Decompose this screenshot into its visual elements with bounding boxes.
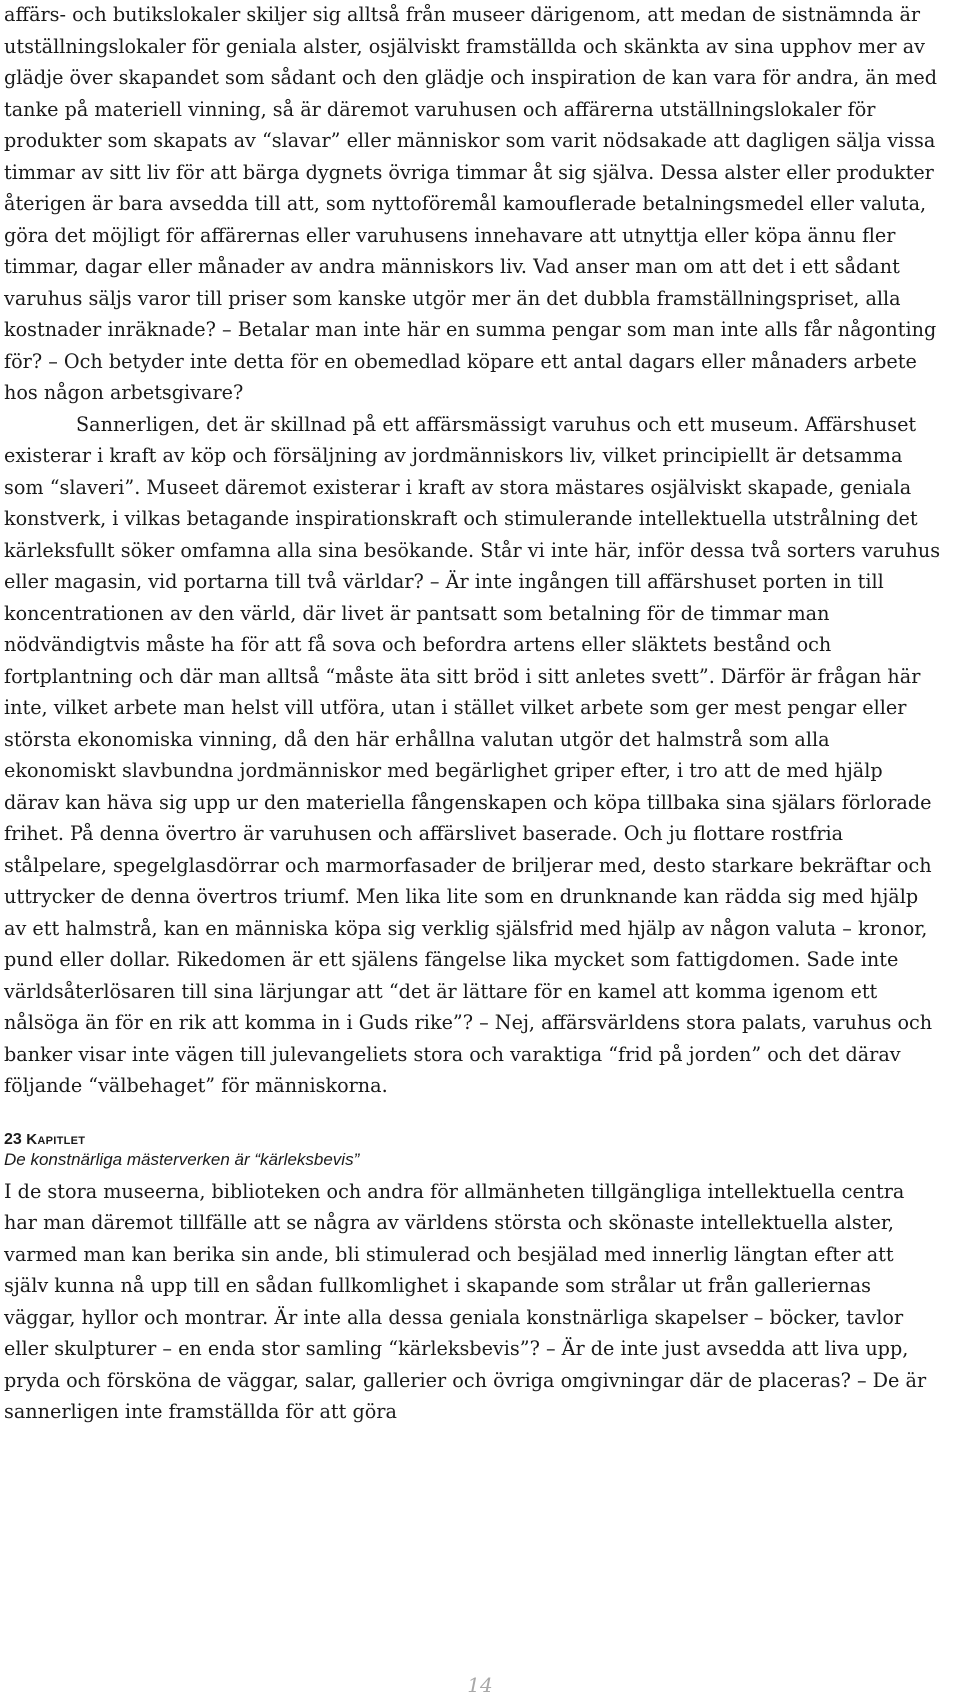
document-page [4,0,942,1428]
chapter-label: Kapitlet [26,1130,86,1148]
chapter-heading [4,1130,942,1149]
page-number: 14 [467,1673,493,1697]
body-paragraph: Sannerligen, det är skillnad på ett affärsmässigt varuhus och ett museum. Affärshuset existerar i kraft av köp och försäljning av jordmänniskors liv, vilket principiellt är detsamma som “slaveri”. Museet däremot existerar i kraft av stora mästares osjälviskt skapade, geniala konstverk, i vilkas betagande inspirationskraft och stimulerande intellektuella utstrålning det kärleksfullt söker omfamna alla sina besökande. Står vi inte här, inför dessa två sorters varuhus eller magasin, vid portarna till två världar? – Är inte ingången till affärshuset porten in till koncentrationen av den värld, där livet är pantsatt som betalning för de timmar man nödvändigtvis måste ha för att få sova och befordra artens eller släktets bestånd och fortplantning och där man alltså “måste äta sitt bröd i sitt anletes svett”. Därför är frågan här inte, vilket arbete man helst vill utföra, utan i stället vilket arbete som ger mest pengar eller största ekonomiska vinning, då den här erhållna valutan utgör det halmstrå som alla ekonomiskt slavbundna jordmänniskor med begärlighet griper efter, i tro att de med hjälp därav kan häva sig upp ur den materiella fångenskapen och köpa tillbaka sina själars förlorade frihet. På denna övertro är varuhusen och affärslivet baserade. Och ju flottare rostfria stålpelare, spegelglasdörrar och marmorfasader de briljerar med, desto starkare bekräftar och uttrycker de denna övertros triumf. Men lika lite som en drunknande kan rädda sig med hjälp av ett halmstrå, kan en människa köpa sig verklig själsfrid med hjälp av någon valuta – kronor, pund eller dollar. Rikedomen är ett själens fängelse lika mycket som fattigdomen. Sade inte världsåterlösaren till sina lärjungar att “det är lättare för en kamel att komma igenom ett nålsöga än för en rik att komma in i Guds rike”? – Nej, affärsvärldens stora palats, varuhus och banker visar inte vägen till julevangeliets stora och varaktiga “frid på jorden” och det därav följande “välbehaget” för människorna. [4,412,941,1097]
body-paragraph: I de stora museerna, biblioteken och andra för allmänheten tillgängliga intellektuella centra har man däremot tillfälle att se några av världens största och skönaste intellektuella alster, varmed man kan berika sin ande, bli stimulerad och besjälad med innerlig längtan efter att själv kunna nå upp till en sådan fullkomlighet i skapande som strålar ut från galleriernas väggar, hyllor och montrar. Är inte alla dessa geniala konstnärliga skapelser – böcker, tavlor eller skulpturer – en enda stor samling “kärleksbevis”? – Är de inte just avsedda att liva upp, pryda och försköna de väggar, salar, gallerier och övriga omgivningar där de placeras? – De är sannerligen inte framställda för att göra [4,1179,927,1423]
body-paragraph: affärs- och butikslokaler skiljer sig alltså från museer därigenom, att medan de sistnämnda är utställningslokaler för geniala alster, osjälviskt framställda och skänkta av sina upphov mer av glädje över skapandet som sådant och den glädje och inspiration de kan vara för andra, än med tanke på materiell vinning, så är däremot varuhusen och affärerna utställningslokaler för produkter som skapats av “slavar” eller människor som varit nödsakade att dagligen sälja vissa timmar av sitt liv för att bärga dygnets övriga timmar åt sig själva. Dessa alster eller produkter återigen är bara avsedda till att, som nyttoföremål kamouflerade betalningsmedel eller valuta, göra det möjligt för affärernas eller varuhusens innehavare att utnyttja eller köpa ännu fler timmar, dagar eller månader av andra människors liv. Vad anser man om att det i ett sådant varuhus säljs varor till priser som kanske utgör mer än det dubbla framställningspriset, alla kostnader inräknade? – Betalar man inte här en summa pengar som man inte alls får någonting för? – Och betyder inte detta för en obemedlad köpare ett antal dagars eller månaders arbete hos någon arbetsgivare? [4,3,938,404]
chapter-number: 23 [4,1130,22,1148]
chapter-header [4,1130,942,1170]
chapter-subtitle: De konstnärliga mästerverken är “kärleksbevis” [4,1149,360,1169]
